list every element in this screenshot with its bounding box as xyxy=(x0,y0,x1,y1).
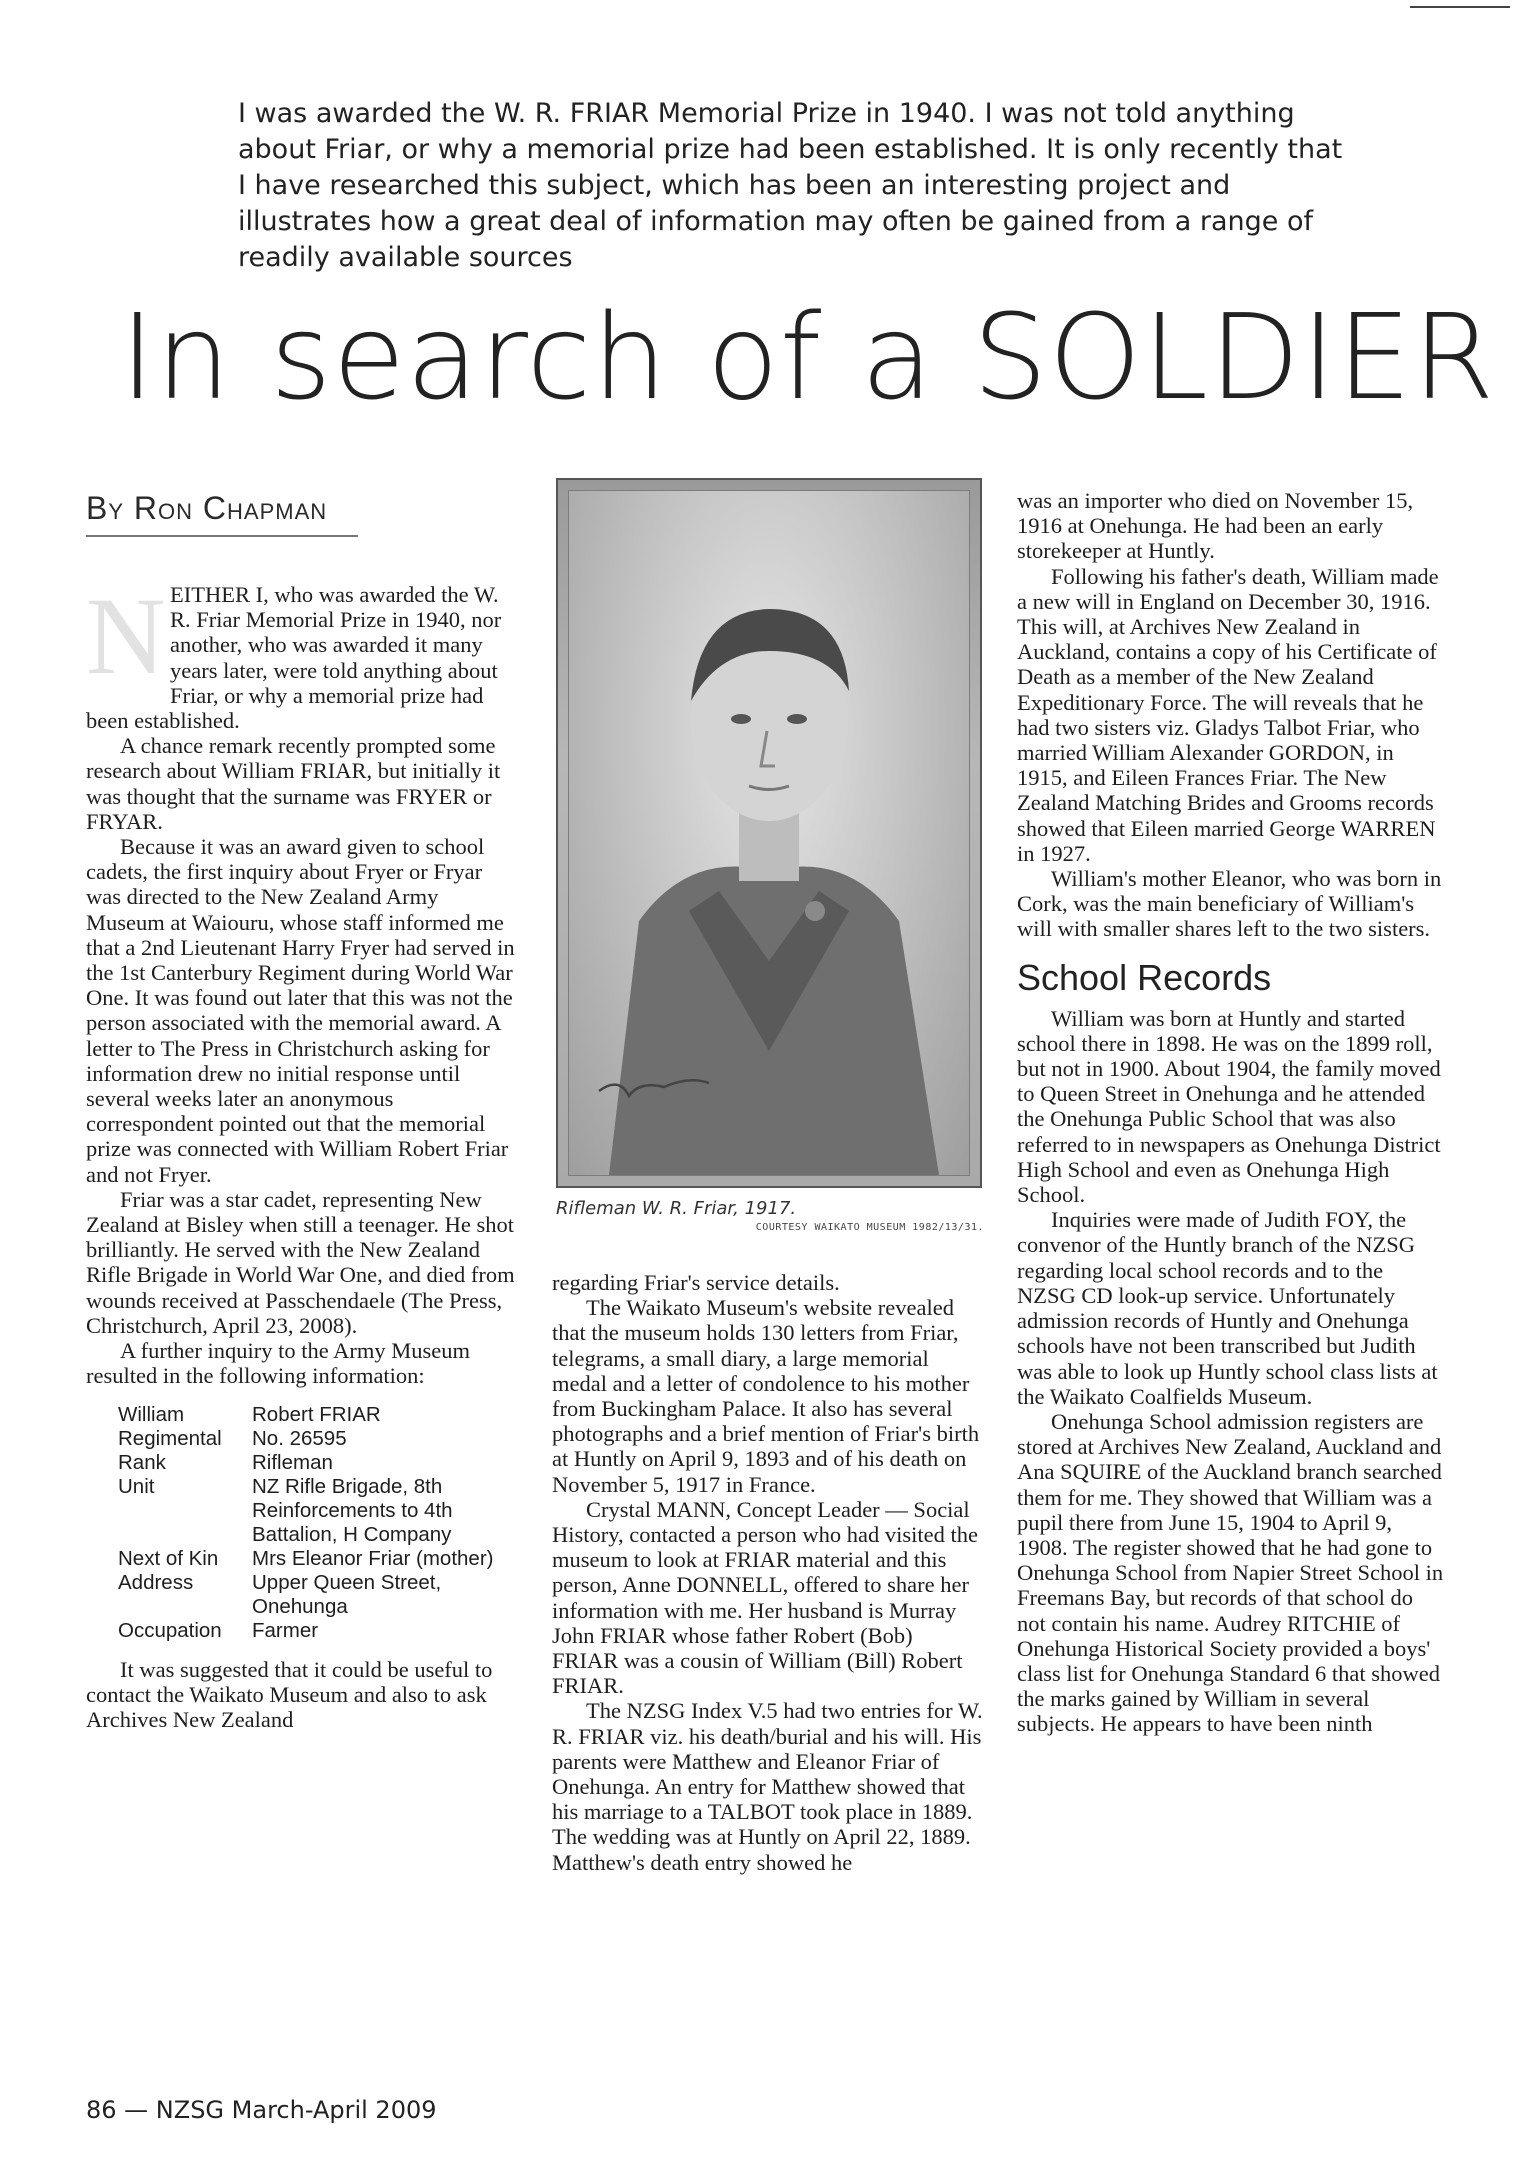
paragraph: William's mother Eleanor, who was born in Cork, was the main beneficiary of William's will with smaller shares left to the two sisters. xyxy=(1017,866,1442,942)
table-key: Address xyxy=(118,1570,194,1594)
paragraph: Crystal MANN, Concept Leader — Social History, contacted a person who had visited the museum to look at FRIAR material and this person, Anne DONNELL, offered to share her information with me. Her husband is Murray John FRIAR whose father Robert (Bob) FRIAR was a cousin of William (Bill) Robert FRIAR. xyxy=(552,1496,978,1699)
paragraph: William was born at Huntly and started school there in 1898. He was on the 1899 roll, but not in 1900. About 1904, the family moved to Queen Street in Onehunga and he attended the Onehunga Public School that was also referred to in newspapers as Onehunga District High School and even as Onehunga High School. xyxy=(1017,1005,1441,1208)
top-rule xyxy=(1410,6,1510,8)
table-value: Rifleman xyxy=(252,1450,333,1474)
table-key: Occupation xyxy=(118,1618,222,1642)
table-value: Farmer xyxy=(252,1618,319,1642)
opening-paragraph xyxy=(86,575,518,734)
portrait-illustration xyxy=(569,491,969,1175)
paragraph: It was suggested that it could be useful to contact the Waikato Museum and also to ask Archives New Zealand xyxy=(86,1656,493,1732)
photo-frame xyxy=(568,490,970,1176)
paragraph: Friar was a star cadet, representing New Zealand at Bisley when still a teenager. He shot brilliantly. He served with the New Zealand Rifle Brigade in World War One, and died from wounds received at Passchendaele (The Press, Christchurch, April 23, 2008). xyxy=(86,1186,515,1338)
table-key: Unit xyxy=(118,1474,155,1498)
table-row xyxy=(118,1427,518,1451)
paragraph: The Waikato Museum's website revealed that the museum holds 130 letters from Friar, telegrams, a small diary, a large memorial medal and a letter of condolence to his mother from Buckingham Palace. It also has several photographs and a brief mention of Friar's birth at Huntly on April 9, 1893 and of his death on November 5, 1917 in France. xyxy=(552,1295,980,1497)
paragraph: Following his father's death, William made a new will in England on December 30, 1916. This will, at Archives New Zealand in Auckland, contains a copy of his Certificate of Death as a member of the New Zealand Expeditionary Force. The will reveals that he had two sisters viz. Gladys Talbot Friar, who married William Alexander GORDON, in 1915, and Eileen Frances Friar. The New Zealand Matching Brides and Grooms records showed that Eileen married George WARREN in 1927. xyxy=(1017,563,1439,866)
photo-caption: Rifleman W. R. Friar, 1917. xyxy=(556,1198,797,1219)
paragraph: A chance remark recently prompted some research about William FRIAR, but initially it was thought that the surname was FRYER or FRYAR. xyxy=(86,733,501,834)
table-row xyxy=(118,1403,518,1427)
byline: By Ron Chapman xyxy=(86,490,358,537)
table-value: Robert FRIAR xyxy=(252,1402,381,1426)
table-value: NZ Rifle Brigade, 8th Reinforcements to 4th Battalion, H Company xyxy=(252,1474,453,1546)
left-eye xyxy=(731,714,751,724)
paragraph: A further inquiry to the Army Museum resulted in the following information: xyxy=(86,1338,470,1389)
photo-credit: COURTESY WAIKATO MUSEUM 1982/13/31. xyxy=(755,1222,984,1233)
table-key: Next of Kin xyxy=(118,1546,219,1570)
paragraph: The NZSG Index V.5 had two entries for W. R. FRIAR viz. his death/burial and his will. His parents were Matthew and Eleanor Friar of Onehunga. An entry for Matthew showed that his marriage to a TALBOT took place in 1889. The wedding was at Huntly on April 22, 1889. Matthew's death entry showed he xyxy=(552,1698,983,1875)
paragraph: EITHER I, who was awarded the W. R. Friar Memorial Prize in 1940, nor another, who was awarded it many years later, were told anything about Friar, or why a memorial prize had been established. xyxy=(86,582,502,734)
paragraph: Onehunga School admission registers are stored at Archives New Zealand, Auckland and Ana SQUIRE of the Auckland branch searched them for me. They showed that William was a pupil there from June 15, 1904 to April 9, 1908. The register showed that he had gone to Onehunga School from Napier Street School in Freemans Bay, but records of that school do not contain his name. Audrey RITCHIE of Onehunga Historical Society provided a boys' class list for Onehunga Standard 6 that showed the marks gained by William in several subjects. He appears to have been ninth xyxy=(1017,1408,1444,1737)
soldier-portrait-photo xyxy=(556,478,982,1188)
column-3 xyxy=(1017,488,1447,1737)
table-value: Mrs Eleanor Friar (mother) xyxy=(252,1546,494,1570)
table-row xyxy=(118,1547,518,1571)
table-key: Regimental xyxy=(118,1426,222,1450)
table-row xyxy=(118,1475,518,1547)
paragraph: Inquiries were made of Judith FOY, the convenor of the Huntly branch of the NZSG regarding local school records and to the NZSG CD look-up service. Unfortunately admission records of Huntly and Onehunga schools have not been transcribed but Judith was able to look up Huntly school class lists at the Waikato Coalfields Museum. xyxy=(1017,1207,1438,1409)
section-heading: School Records xyxy=(1017,956,1272,998)
table-value: Upper Queen Street, Onehunga xyxy=(252,1570,442,1618)
collar-badge xyxy=(805,901,825,921)
intro-paragraph: I was awarded the W. R. FRIAR Memorial Prize in 1940. I was not told anything about Friar, or why a memorial prize had been established. It is only recently that I have researched this subject, which has been an interesting project and illustrates how a great deal of information may often be gained from a range of readily available sources xyxy=(238,98,1343,273)
table-row xyxy=(118,1451,518,1475)
paragraph: Because it was an award given to school cadets, the first inquiry about Fryer or Fryar was directed to the New Zealand Army Museum at Waiouru, whose staff informed me that a 2nd Lieutenant Harry Fryer had served in the 1st Canterbury Regiment during World War One. It was found out later that this was not the person associated with the memorial award. A letter to The Press in Christchurch asking for information drew no initial response until several weeks later an anonymous correspondent pointed out that the memorial prize was connected with William Robert Friar and not Fryer. xyxy=(86,834,515,1187)
paragraph: regarding Friar's service details. xyxy=(552,1270,840,1295)
table-key: William xyxy=(118,1402,185,1426)
column-1 xyxy=(86,575,518,1732)
table-value: No. 26595 xyxy=(252,1426,347,1450)
table-row xyxy=(118,1619,518,1643)
service-record-table xyxy=(118,1403,518,1643)
table-key: Rank xyxy=(118,1450,166,1474)
right-eye xyxy=(787,714,807,724)
column-2 xyxy=(552,1270,984,1875)
paragraph: was an importer who died on November 15, 1916 at Onehunga. He had been an early storekeeper at Huntly. xyxy=(1017,488,1414,564)
page-title: In search of a SOLDIER xyxy=(120,288,1496,426)
page-footer: 86 — NZSG March-April 2009 xyxy=(86,2096,437,2124)
table-row xyxy=(118,1571,518,1619)
drop-cap: N xyxy=(86,575,166,697)
